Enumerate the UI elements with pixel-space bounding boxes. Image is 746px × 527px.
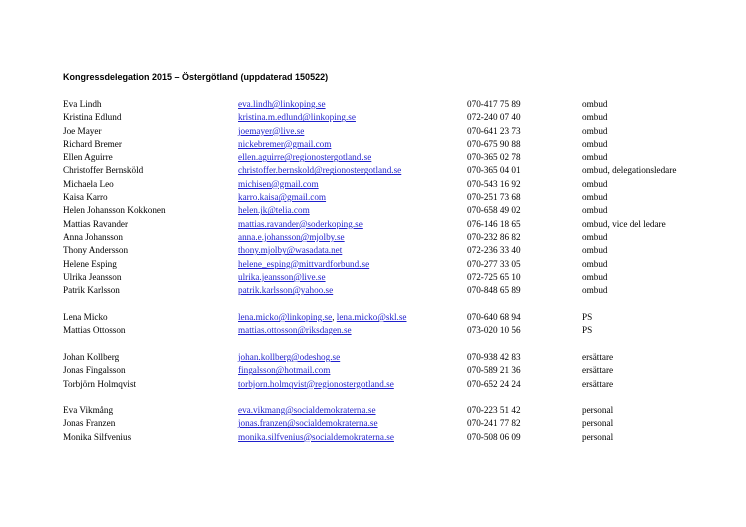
contact-name: Jonas Fingalsson [63,365,126,376]
contact-email-link[interactable]: joemayer@live.se [238,125,305,136]
contact-name: Torbjörn Holmqvist [63,378,137,389]
contact-email-link[interactable]: nickebremer@gmail.com [238,138,332,149]
contact-phone: 070-417 75 89 [467,99,521,109]
contact-email-link[interactable]: karro.kaisa@gmail.com [238,192,327,203]
contact-role: PS [582,312,593,322]
contact-phone: 070-675 90 88 [467,138,521,149]
contact-name: Michaela Leo [63,178,114,189]
contact-email-cell [238,125,304,138]
contact-name: Richard Bremer [63,138,122,149]
contact-email-link[interactable]: mattias.ravander@soderkoping.se [238,218,363,229]
contact-email-cell [238,417,378,430]
contact-email-cell [238,271,326,284]
contact-role: ombud [582,285,608,296]
contact-role: ombud, vice del ledare [582,218,666,229]
contact-email-cell [238,164,401,177]
contact-email-cell [238,244,342,257]
contact-role: personal [582,431,614,442]
contact-name: Christoffer Bernsköld [63,165,144,176]
contact-email-cell [238,204,310,217]
contact-email-link[interactable]: anna.e.johansson@mjolby.se [238,231,345,242]
contact-email-cell [238,178,319,191]
contact-name: Johan Kollberg [63,352,120,362]
contact-name: Kristina Edlund [63,112,122,123]
contact-email-cell [238,111,356,124]
contact-email-cell [238,364,330,377]
contact-name: Eva Vikmång [63,405,114,415]
contact-email-link[interactable]: ulrika.jeansson@live.se [238,271,326,282]
contact-name: Ellen Aguirre [63,152,113,163]
email-separator: , [332,312,337,322]
contact-role: ersättare [582,365,614,376]
contact-email-link[interactable]: jonas.franzen@socialdemokraterna.se [238,418,378,429]
contact-name: Monika Silfvenius [63,431,132,442]
contact-email-cell [238,218,363,231]
contact-name: Helene Esping [63,258,117,269]
contact-role: ombud, delegationsledare [582,165,677,176]
contact-phone: 070-251 73 68 [467,192,521,203]
contact-email-cell [238,231,345,244]
contact-phone: 070-223 51 42 [467,405,521,415]
contact-name: Lena Micko [63,312,108,322]
contact-role: ombud [582,245,608,256]
contact-email-link[interactable]: helene_esping@mittvardforbund.se [238,258,370,269]
contact-name: Ulrika Jeansson [63,271,122,282]
contact-phone: 073-020 10 56 [467,325,521,336]
contact-phone: 072-236 33 40 [467,245,521,256]
contact-phone: 070-652 24 24 [467,378,521,389]
contact-email-cell [238,431,394,444]
contact-email-link[interactable]: mattias.ottosson@riksdagen.se [238,325,352,336]
contact-email-link[interactable]: torbjorn.holmqvist@regionostergotland.se [238,378,394,389]
contact-email-link[interactable]: eva.vikmang@socialdemokraterna.se [238,405,376,415]
contact-role: ombud [582,125,608,136]
contact-email-link[interactable]: eva.lindh@linkoping.se [238,99,326,109]
contact-phone: 070-640 68 94 [467,312,521,322]
contact-phone: 072-240 07 40 [467,112,521,123]
contact-name: Mattias Ravander [63,218,129,229]
contact-role: ombud [582,138,608,149]
contact-role: personal [582,405,614,415]
contact-email-cell [238,404,376,417]
contact-email-cell [238,191,326,204]
contact-phone: 070-232 86 82 [467,231,521,242]
contact-name: Joe Mayer [63,125,102,136]
contact-email-link[interactable]: patrik.karlsson@yahoo.se [238,285,334,296]
contact-email-link[interactable]: thony.mjolby@wasadata.net [238,245,343,256]
contact-phone: 070-365 02 78 [467,152,521,163]
contact-role: ombud [582,112,608,123]
contact-role: ombud [582,192,608,203]
contact-role: PS [582,325,593,336]
contact-phone: 070-658 49 02 [467,205,521,216]
contact-name: Kaisa Karro [63,192,108,203]
contact-email-cell [238,351,340,364]
contact-role: ersättare [582,352,614,362]
contact-phone: 070-641 23 73 [467,125,521,136]
contact-email-cell [238,311,407,324]
contact-email-link[interactable]: kristina.m.edlund@linkoping.se [238,112,356,123]
contact-role: ombud [582,258,608,269]
contact-phone: 076-146 18 65 [467,218,521,229]
document-title: Kongressdelegation 2015 – Östergötland (uppdaterad 150522) [63,72,329,82]
contact-email-cell [238,324,352,337]
contact-name: Helen Johansson Kokkonen [63,205,166,216]
contact-role: ombud [582,99,608,109]
contact-role: ombud [582,231,608,242]
contact-name: Jonas Franzen [63,418,116,429]
contact-role: ombud [582,152,608,163]
contact-role: ombud [582,178,608,189]
contact-email-link[interactable]: ellen.aguirre@regionostergotland.se [238,152,372,163]
contact-role: ombud [582,271,608,282]
contact-email-link[interactable]: johan.kollberg@odeshog.se [238,352,341,362]
contact-email-link[interactable]: christoffer.bernskold@regionostergotland.se [238,165,402,176]
contact-email-link[interactable]: lena.micko@linkoping.se [238,312,333,322]
contact-phone: 070-848 65 89 [467,285,521,296]
contact-email-cell [238,284,333,297]
contact-phone: 070-543 16 92 [467,178,521,189]
contact-email-link[interactable]: monika.silfvenius@socialdemokraterna.se [238,431,394,442]
contact-name: Patrik Karlsson [63,285,120,296]
contact-email-link[interactable]: fingalsson@hotmail.com [238,365,331,376]
contact-phone: 070-508 06 09 [467,431,521,442]
contact-email-cell [238,151,371,164]
contact-email-cell [238,378,394,391]
contact-phone: 070-241 77 82 [467,418,521,429]
contact-email-cell [238,138,331,151]
contact-role: ersättare [582,378,614,389]
contact-name: Anna Johansson [63,231,123,242]
contact-phone: 070-277 33 05 [467,258,521,269]
contact-name: Mattias Ottosson [63,325,126,336]
contact-email-link[interactable]: helen.jk@telia.com [238,205,310,216]
contact-email-cell [238,258,369,271]
contact-email-cell [238,98,326,111]
contact-phone: 070-589 21 36 [467,365,521,376]
contact-role: ombud [582,205,608,216]
contact-phone: 070-365 04 01 [467,165,521,176]
contact-role: personal [582,418,614,429]
contact-phone: 072-725 65 10 [467,271,521,282]
contact-email-link[interactable]: lena.micko@skl.se [336,312,407,322]
contact-name: Eva Lindh [63,99,102,109]
contact-name: Thony Andersson [63,245,129,256]
contact-email-link[interactable]: michisen@gmail.com [238,178,319,189]
contact-phone: 070-938 42 83 [467,352,521,362]
